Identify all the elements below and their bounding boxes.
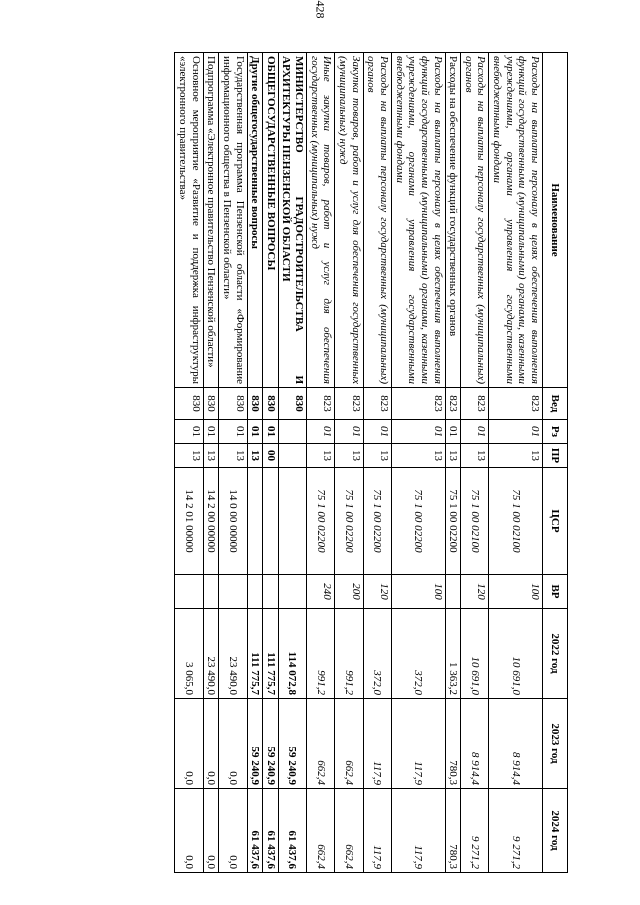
cell-rz: 01 xyxy=(363,420,391,444)
header-ved: Вед xyxy=(543,388,568,420)
budget-table-container xyxy=(68,52,568,872)
cell-pr: 00 xyxy=(263,444,279,468)
cell-pr: 13 xyxy=(489,444,543,468)
table-header-row xyxy=(543,53,568,873)
table-row xyxy=(445,53,461,873)
header-rz: Рз xyxy=(543,420,568,444)
cell-csr: 14 0 00 00000 xyxy=(219,468,247,575)
cell-amount-2022: 111 775,7 xyxy=(247,609,263,699)
cell-pr: 13 xyxy=(445,444,461,468)
cell-rz: 01 xyxy=(175,420,203,444)
cell-vr: 120 xyxy=(363,575,391,609)
page-number: 428 xyxy=(313,0,328,19)
cell-ved: 830 xyxy=(247,388,263,420)
cell-name: Расходы на выплаты персоналу государственных (муниципальных) органов xyxy=(363,53,391,388)
cell-name: Расходы на выплаты персоналу в целях обеспечения выполнения функций государственными (муниципальными) органами, казенными учреждениями, органами управления государственными внебюджетными фондами xyxy=(489,53,543,388)
cell-name: Подпрограмма «Электронное правительство Пензенской области» xyxy=(203,53,219,388)
cell-vr: 100 xyxy=(489,575,543,609)
cell-csr: 75 1 00 02200 xyxy=(391,468,445,575)
cell-vr xyxy=(203,575,219,609)
cell-amount-2022: 114 072,8 xyxy=(278,609,306,699)
header-vr: ВР xyxy=(543,575,568,609)
cell-amount-2024: 9 271,2 xyxy=(489,789,543,873)
cell-name: Основное мероприятие «Развитие и поддержка инфраструктуры «электронного правительства» xyxy=(175,53,203,388)
cell-amount-2023: 59 240,9 xyxy=(247,699,263,789)
cell-amount-2023: 0,0 xyxy=(203,699,219,789)
cell-amount-2022: 991,2 xyxy=(307,609,335,699)
cell-amount-2022: 10 691,0 xyxy=(489,609,543,699)
cell-pr: 13 xyxy=(247,444,263,468)
cell-rz: 01 xyxy=(307,420,335,444)
cell-rz: 01 xyxy=(461,420,489,444)
cell-ved: 823 xyxy=(445,388,461,420)
table-row xyxy=(461,53,489,873)
table-row xyxy=(489,53,543,873)
cell-pr: 13 xyxy=(363,444,391,468)
cell-amount-2022: 3 065,0 xyxy=(175,609,203,699)
cell-ved: 830 xyxy=(203,388,219,420)
cell-amount-2022: 372,0 xyxy=(391,609,445,699)
cell-name: Другие общегосударственные вопросы xyxy=(247,53,263,388)
cell-pr: 13 xyxy=(219,444,247,468)
table-row xyxy=(247,53,263,873)
cell-amount-2022: 372,0 xyxy=(363,609,391,699)
cell-amount-2023: 662,4 xyxy=(335,699,363,789)
cell-amount-2024: 117,9 xyxy=(363,789,391,873)
cell-amount-2023: 780,3 xyxy=(445,699,461,789)
cell-amount-2022: 23 490,0 xyxy=(219,609,247,699)
cell-name: Государственная программа Пензенской области «Формирование информационного общества в Пензенской области» xyxy=(219,53,247,388)
cell-name: Расходы на обеспечение функций государственных органов xyxy=(445,53,461,388)
budget-table xyxy=(174,52,568,873)
cell-pr: 13 xyxy=(203,444,219,468)
header-name: Наименование xyxy=(543,53,568,388)
cell-rz: 01 xyxy=(335,420,363,444)
cell-amount-2023: 59 240,9 xyxy=(278,699,306,789)
cell-ved: 830 xyxy=(278,388,306,420)
cell-csr: 14 2 00 00000 xyxy=(203,468,219,575)
cell-amount-2024: 61 437,6 xyxy=(278,789,306,873)
cell-amount-2024: 662,4 xyxy=(307,789,335,873)
cell-ved: 823 xyxy=(489,388,543,420)
cell-amount-2023: 59 240,9 xyxy=(263,699,279,789)
cell-ved: 823 xyxy=(363,388,391,420)
cell-amount-2024: 780,3 xyxy=(445,789,461,873)
cell-rz: 01 xyxy=(247,420,263,444)
cell-vr xyxy=(263,575,279,609)
cell-amount-2024: 9 271,2 xyxy=(461,789,489,873)
cell-amount-2023: 117,9 xyxy=(363,699,391,789)
cell-pr xyxy=(278,444,306,468)
table-row xyxy=(391,53,445,873)
cell-amount-2024: 61 437,6 xyxy=(247,789,263,873)
cell-ved: 830 xyxy=(175,388,203,420)
cell-amount-2023: 8 914,4 xyxy=(461,699,489,789)
cell-amount-2022: 991,2 xyxy=(335,609,363,699)
cell-amount-2024: 0,0 xyxy=(219,789,247,873)
cell-amount-2022: 1 363,2 xyxy=(445,609,461,699)
cell-vr: 100 xyxy=(391,575,445,609)
cell-amount-2022: 10 691,0 xyxy=(461,609,489,699)
cell-name: МИНИСТЕРСТВО ГРАДОСТРОИТЕЛЬСТВА И АРХИТЕКТУРЫ ПЕНЗЕНСКОЙ ОБЛАСТИ xyxy=(278,53,306,388)
cell-rz: 01 xyxy=(203,420,219,444)
cell-amount-2024: 662,4 xyxy=(335,789,363,873)
table-row xyxy=(219,53,247,873)
cell-name: Расходы на выплаты персоналу государственных (муниципальных) органов xyxy=(461,53,489,388)
cell-rz: 01 xyxy=(219,420,247,444)
cell-pr: 13 xyxy=(391,444,445,468)
cell-rz: 01 xyxy=(391,420,445,444)
header-2024: 2024 год xyxy=(543,789,568,873)
cell-amount-2023: 662,4 xyxy=(307,699,335,789)
cell-csr: 14 2 01 00000 xyxy=(175,468,203,575)
cell-amount-2023: 117,9 xyxy=(391,699,445,789)
table-row xyxy=(307,53,335,873)
cell-vr: 120 xyxy=(461,575,489,609)
cell-csr xyxy=(247,468,263,575)
table-row xyxy=(278,53,306,873)
cell-name: Закупка товаров, работ и услуг для обеспечения государственных (муниципальных) нужд xyxy=(335,53,363,388)
cell-csr: 75 1 00 02200 xyxy=(363,468,391,575)
cell-rz: 01 xyxy=(445,420,461,444)
cell-ved: 823 xyxy=(307,388,335,420)
cell-csr xyxy=(278,468,306,575)
cell-csr: 75 1 00 02200 xyxy=(335,468,363,575)
cell-amount-2023: 8 914,4 xyxy=(489,699,543,789)
cell-amount-2024: 61 437,6 xyxy=(263,789,279,873)
cell-vr xyxy=(175,575,203,609)
cell-pr: 13 xyxy=(335,444,363,468)
cell-csr: 75 1 00 02100 xyxy=(489,468,543,575)
table-row xyxy=(175,53,203,873)
header-pr: ПР xyxy=(543,444,568,468)
cell-pr: 13 xyxy=(307,444,335,468)
cell-csr: 75 1 00 02100 xyxy=(461,468,489,575)
table-row xyxy=(335,53,363,873)
cell-name: Иные закупки товаров, работ и услуг для обеспечения государственных (муниципальных) нужд xyxy=(307,53,335,388)
cell-ved: 823 xyxy=(461,388,489,420)
cell-ved: 830 xyxy=(263,388,279,420)
cell-vr: 240 xyxy=(307,575,335,609)
cell-rz: 01 xyxy=(263,420,279,444)
cell-rz: 01 xyxy=(489,420,543,444)
table-row xyxy=(263,53,279,873)
header-csr: ЦСР xyxy=(543,468,568,575)
cell-amount-2023: 0,0 xyxy=(175,699,203,789)
cell-name: Расходы на выплаты персоналу в целях обеспечения выполнения функций государственными (муниципальными) органами, казенными учреждениями, органами управления государственными внебюджетными фондами xyxy=(391,53,445,388)
cell-pr: 13 xyxy=(175,444,203,468)
cell-vr xyxy=(219,575,247,609)
cell-vr xyxy=(278,575,306,609)
cell-vr xyxy=(445,575,461,609)
cell-amount-2022: 23 490,0 xyxy=(203,609,219,699)
table-row xyxy=(203,53,219,873)
table-row xyxy=(363,53,391,873)
cell-csr xyxy=(263,468,279,575)
cell-amount-2022: 111 775,7 xyxy=(263,609,279,699)
cell-ved: 830 xyxy=(219,388,247,420)
header-2023: 2023 год xyxy=(543,699,568,789)
header-2022: 2022 год xyxy=(543,609,568,699)
cell-amount-2024: 0,0 xyxy=(203,789,219,873)
cell-rz xyxy=(278,420,306,444)
cell-amount-2024: 0,0 xyxy=(175,789,203,873)
cell-csr: 75 1 00 02200 xyxy=(307,468,335,575)
cell-amount-2024: 117,9 xyxy=(391,789,445,873)
cell-vr: 200 xyxy=(335,575,363,609)
cell-pr: 13 xyxy=(461,444,489,468)
cell-ved: 823 xyxy=(391,388,445,420)
cell-name: ОБЩЕГОСУДАРСТВЕННЫЕ ВОПРОСЫ xyxy=(263,53,279,388)
cell-amount-2023: 0,0 xyxy=(219,699,247,789)
cell-vr xyxy=(247,575,263,609)
table-body xyxy=(175,53,543,873)
cell-csr: 75 1 00 02200 xyxy=(445,468,461,575)
cell-ved: 823 xyxy=(335,388,363,420)
